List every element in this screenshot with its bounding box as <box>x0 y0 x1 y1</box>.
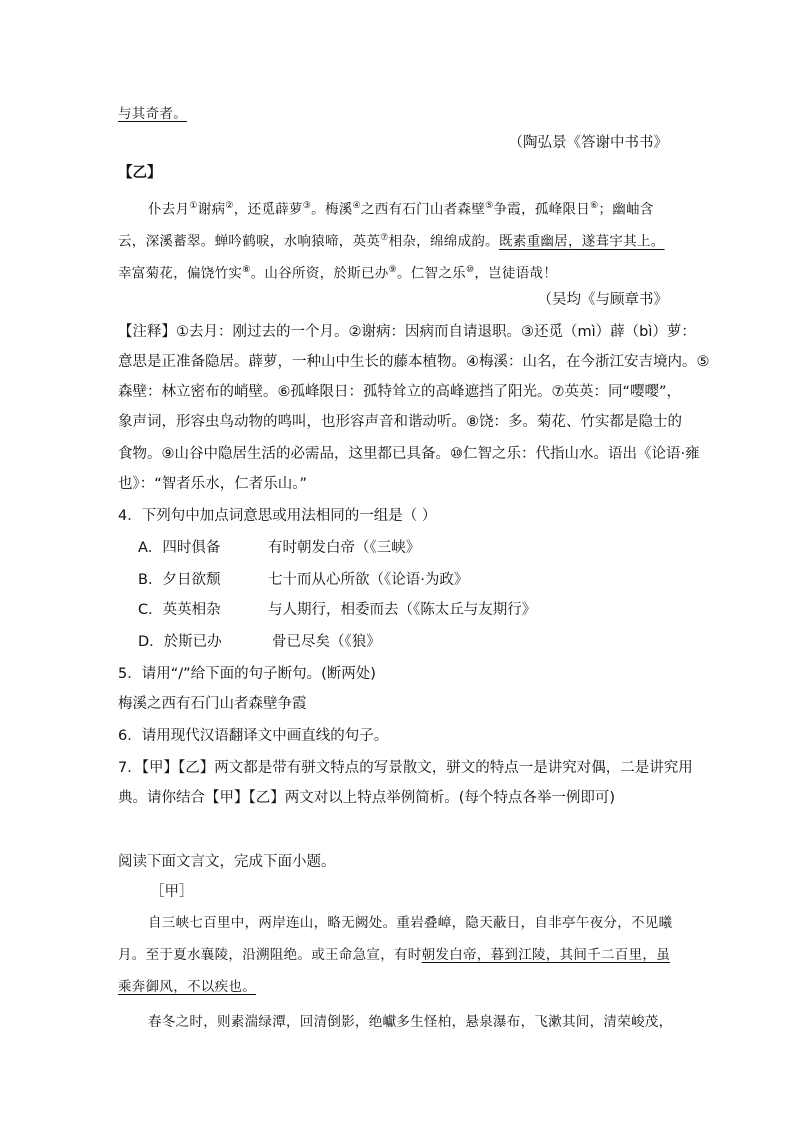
yi-text: 争霞，孤峰限日 <box>493 201 591 218</box>
jia-paragraph-line-1: 自三峡七百里中，两岸连山，略无阙处。重岩叠嶂，隐天蔽日，自非亭午夜分，不见曦 <box>148 915 673 931</box>
yi-text: ，还觅薜萝 <box>233 201 303 218</box>
footnote-marker: ③ <box>302 201 312 211</box>
option-label: C．英英相杂 <box>138 602 221 618</box>
option-reference: 七十而从心所欲（《论语·为政》 <box>268 572 469 588</box>
question-5-stem: 5．请用“/”给下面的句子断句。(断两处) <box>118 666 376 682</box>
yi-text: 幸富菊花，偏饶竹实 <box>118 265 243 282</box>
footnote-marker: ④ <box>352 201 361 211</box>
footnote-marker: ② <box>225 201 234 211</box>
jia-paragraph-line-4: 春冬之时，则素湍绿潭，回清倒影，绝巘多生怪柏，悬泉瀑布，飞漱其间，清荣峻茂， <box>148 1014 673 1030</box>
footnote-marker: ⑤ <box>485 201 494 211</box>
jia-heading: ［甲］ <box>150 884 194 900</box>
question-7-line-2: 典。请你结合【甲】【乙】两文对以上特点举例简析。(每个特点各举一例即可) <box>118 790 616 806</box>
notes-line-1: 【注释】①去月：刚过去的一个月。②谢病：因病而自请退职。③还觅（mì）薜（bì）萝： <box>118 324 696 340</box>
option-reference: 有时朝发白帝（《三峡》 <box>268 540 421 556</box>
underlined-sentence: 既素重幽居，遂葺宇其上。 <box>498 233 665 250</box>
yi-text: 。山谷所资，於斯已办 <box>250 265 389 282</box>
option-label: A．四时俱备 <box>138 540 221 556</box>
notes-line-3: 森壁：林立密布的峭壁。⑥孤峰限日：孤特耸立的高峰遮挡了阳光。⑦英英：同“嘤嘤”， <box>118 384 682 400</box>
question-4-stem: 4．下列句中加点词意思或用法相同的一组是（ ） <box>118 508 437 524</box>
underlined-sentence: 朝发白帝，暮到江陵，其间千二百里，虽 <box>421 947 671 963</box>
footnote-marker: ⑩ <box>465 265 475 275</box>
question-4-option-b <box>138 570 658 590</box>
yi-text: ，岂徒语哉！ <box>474 265 558 282</box>
notes-line-4: 象声词，形容虫鸟动物的鸣叫，也形容声音和谐动听。⑧饶：多。菊花、竹实都是隐士的 <box>118 414 682 430</box>
question-4-option-c <box>138 600 658 620</box>
jia-paragraph-line-2 <box>118 945 670 965</box>
yi-text: 仆去月 <box>148 201 190 218</box>
notes-line-5: 食物。⑨山谷中隐居生活的必需品，这里都已具备。⑩仁智之乐：代指山水。语出《论语·雍 <box>118 446 700 462</box>
question-6-stem: 6．请用现代汉语翻译文中画直线的句子。 <box>118 728 389 744</box>
footnote-marker: ⑧ <box>242 265 251 275</box>
yi-heading: 【乙】 <box>118 165 162 181</box>
option-label: D．於斯已办 <box>138 634 222 650</box>
yi-text: ；幽岫含 <box>598 201 654 218</box>
option-label: B．夕日欲颓 <box>138 572 221 588</box>
option-reference: 与人期行，相委而去（《陈太丘与友期行》 <box>268 602 537 618</box>
yi-paragraph-line-3 <box>118 260 557 284</box>
footnote-marker: ① <box>189 201 198 211</box>
question-4-option-d <box>138 632 658 652</box>
yi-text: 相杂，绵绵成韵。 <box>388 233 499 250</box>
footnote-marker: ⑨ <box>388 265 397 275</box>
jia-source-citation: （陶弘景《答谢中书书》 <box>508 135 668 151</box>
yi-text: 云，深溪蓄翠。蝉吟鹤唳，水响猿啼，英英 <box>118 233 381 250</box>
question-7-line-1: 7．【甲】【乙】两文都是带有骈文特点的写景散文，骈文的特点一是讲究对偶，二是讲究用 <box>118 760 693 776</box>
footnote-marker: ⑦ <box>380 233 389 243</box>
question-4-option-a <box>138 538 658 558</box>
notes-line-2: 意思是正准备隐居。薜萝，一种山中生长的藤本植物。④梅溪：山名，在今浙江安吉境内。⑤ <box>118 354 710 370</box>
yi-paragraph-line-1 <box>148 196 654 220</box>
yi-text: 谢病 <box>197 201 226 218</box>
question-5-sentence: 梅溪之西有石门山者森壁争霞 <box>118 696 307 712</box>
jia-text-tail: 与其奇者。 <box>118 106 187 122</box>
yi-text: 。仁智之乐 <box>396 265 466 282</box>
notes-line-6: 也》：“智者乐水，仁者乐山。” <box>118 476 308 492</box>
jia-text: 月。至于夏水襄陵，沿溯阻绝。或王命急宣，有时 <box>118 947 422 963</box>
yi-text: 。梅溪 <box>311 201 353 218</box>
yi-text: 之西有石门山者森壁 <box>360 201 486 218</box>
option-reference: 骨已尽矣（《狼》 <box>272 634 381 650</box>
footnote-marker: ⑥ <box>590 201 599 211</box>
yi-source-citation: （吴均《与顾章书》 <box>537 292 668 308</box>
yi-paragraph-line-2 <box>118 228 665 252</box>
reading-intro: 阅读下面文言文，完成下面小题。 <box>118 854 336 870</box>
underlined-sentence-continued: 乘奔御风，不以疾也。 <box>118 979 256 995</box>
